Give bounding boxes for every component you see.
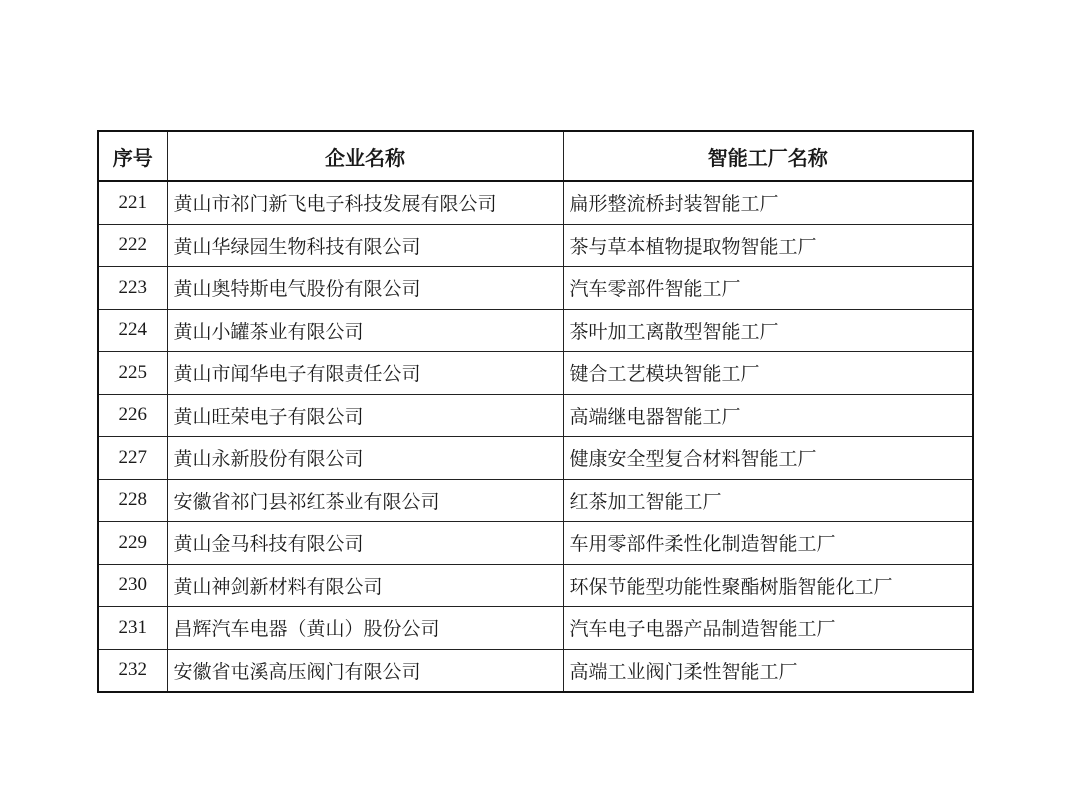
company-name-cell: 安徽省祁门县祁红茶业有限公司 [167,479,563,522]
table-row [98,394,973,437]
company-name-cell: 黄山奥特斯电气股份有限公司 [167,267,563,310]
table-row [98,564,973,607]
company-name-cell: 黄山市闻华电子有限责任公司 [167,352,563,395]
table-row [98,522,973,565]
header-company-name: 企业名称 [167,131,563,181]
company-name-cell: 安徽省屯溪高压阀门有限公司 [167,649,563,692]
table-row [98,479,973,522]
table-header-row [98,131,973,181]
table-row [98,607,973,650]
header-serial-number: 序号 [98,131,167,181]
factory-name-cell: 茶叶加工离散型智能工厂 [563,309,973,352]
serial-number-cell: 223 [98,267,167,310]
factory-name-cell: 健康安全型复合材料智能工厂 [563,437,973,480]
enterprise-table [97,130,974,693]
factory-name-cell: 扁形整流桥封装智能工厂 [563,181,973,224]
factory-name-cell: 键合工艺模块智能工厂 [563,352,973,395]
company-name-cell: 黄山金马科技有限公司 [167,522,563,565]
table-row [98,181,973,224]
company-name-cell: 昌辉汽车电器（黄山）股份公司 [167,607,563,650]
serial-number-cell: 228 [98,479,167,522]
serial-number-cell: 225 [98,352,167,395]
table-row [98,649,973,692]
serial-number-cell: 232 [98,649,167,692]
table-row [98,267,973,310]
serial-number-cell: 226 [98,394,167,437]
serial-number-cell: 227 [98,437,167,480]
company-name-cell: 黄山旺荣电子有限公司 [167,394,563,437]
company-name-cell: 黄山市祁门新飞电子科技发展有限公司 [167,181,563,224]
factory-name-cell: 高端工业阀门柔性智能工厂 [563,649,973,692]
company-name-cell: 黄山小罐茶业有限公司 [167,309,563,352]
factory-name-cell: 红茶加工智能工厂 [563,479,973,522]
factory-name-cell: 车用零部件柔性化制造智能工厂 [563,522,973,565]
company-name-cell: 黄山永新股份有限公司 [167,437,563,480]
factory-name-cell: 茶与草本植物提取物智能工厂 [563,224,973,267]
company-name-cell: 黄山神剑新材料有限公司 [167,564,563,607]
serial-number-cell: 224 [98,309,167,352]
table-row [98,437,973,480]
serial-number-cell: 230 [98,564,167,607]
factory-name-cell: 高端继电器智能工厂 [563,394,973,437]
factory-name-cell: 汽车零部件智能工厂 [563,267,973,310]
table-row [98,309,973,352]
company-name-cell: 黄山华绿园生物科技有限公司 [167,224,563,267]
serial-number-cell: 222 [98,224,167,267]
factory-name-cell: 汽车电子电器产品制造智能工厂 [563,607,973,650]
header-factory-name: 智能工厂名称 [563,131,973,181]
serial-number-cell: 231 [98,607,167,650]
table-row [98,352,973,395]
serial-number-cell: 221 [98,181,167,224]
table-row [98,224,973,267]
serial-number-cell: 229 [98,522,167,565]
factory-name-cell: 环保节能型功能性聚酯树脂智能化工厂 [563,564,973,607]
